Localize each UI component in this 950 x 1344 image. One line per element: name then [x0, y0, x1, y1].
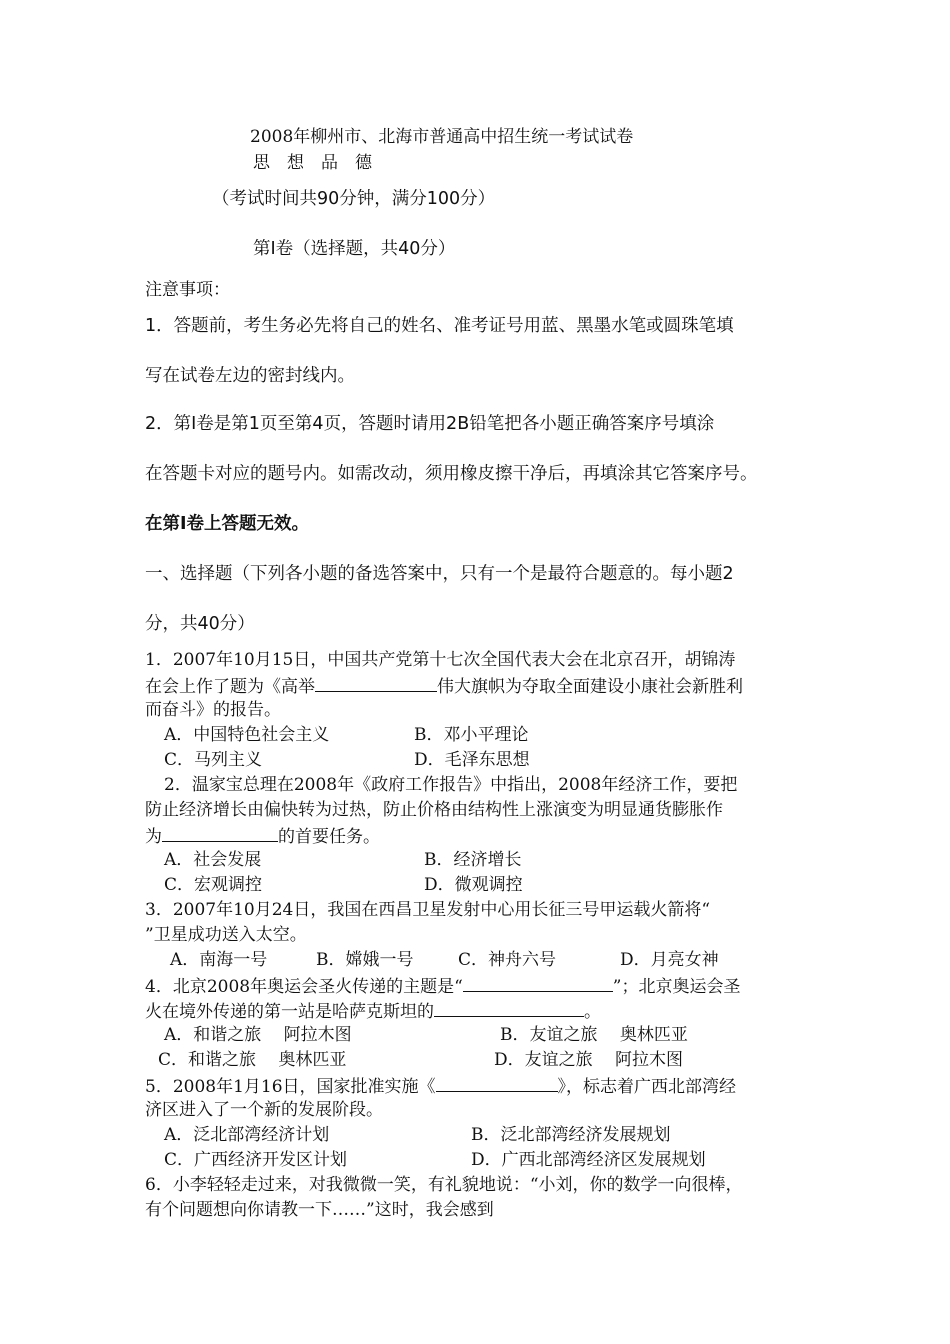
q5-option-c: C．广西经济开发区计划	[164, 1150, 348, 1170]
q5-answer-blank	[436, 1074, 558, 1092]
q5-stem-text-b: 》，标志着广西北部湾经	[557, 1077, 737, 1097]
q2-option-d: D．微观调控	[424, 875, 523, 895]
q4-option-a: A．和谐之旅 阿拉木图	[164, 1025, 352, 1045]
exam-title: 2008年柳州市、北海市普通高中招生统一考试试卷	[250, 127, 634, 147]
q5-stem-line-2: 济区进入了一个新的发展阶段。	[145, 1100, 383, 1120]
q1-option-b: B．邓小平理论	[414, 725, 529, 745]
q3-option-b: B．嫦娥一号	[316, 950, 414, 970]
q4-stem-text-d: 。	[584, 1002, 601, 1022]
q2-stem-line-1: 2．温家宝总理在2008年《政府工作报告》中指出，2008年经济工作，要把	[164, 775, 738, 795]
q1-stem-text-a: 在会上作了题为《高举	[145, 677, 315, 697]
q4-stem-line-2	[145, 999, 601, 1023]
q4-answer-blank-1	[463, 974, 613, 992]
q4-option-d: D．友谊之旅 阿拉木图	[494, 1050, 684, 1070]
q2-stem-text-b: 的首要任务。	[278, 827, 380, 847]
notice-item-2-line-2: 在答题卡对应的题号内。如需改动，须用橡皮擦干净后，再填涂其它答案序号。	[145, 464, 758, 484]
q3-option-d: D．月亮女神	[620, 950, 719, 970]
notice-heading: 注意事项：	[145, 280, 230, 300]
q4-stem-text-a: 4．北京2008年奥运会圣火传递的主题是“	[145, 977, 463, 997]
section-1-heading: 一、选择题（下列各小题的备选答案中，只有一个是最符合题意的。每小题2	[145, 564, 734, 584]
q5-stem-line-1	[145, 1074, 736, 1098]
q2-stem-line-2: 防止经济增长由偏快转为过热，防止价格由结构性上涨演变为明显通货膨胀作	[145, 800, 723, 820]
q4-option-b: B．友谊之旅 奥林匹亚	[500, 1025, 688, 1045]
q5-stem-text-a: 5．2008年1月16日，国家批准实施《	[145, 1077, 436, 1097]
q2-option-b: B．经济增长	[424, 850, 522, 870]
notice-item-2-line-1: 2．第Ⅰ卷是第1页至第4页，答题时请用2B铅笔把各小题正确答案序号填涂	[145, 414, 715, 434]
q1-stem-line-3: 而奋斗》的报告。	[145, 700, 281, 720]
q3-stem-line-1: 3．2007年10月24日，我国在西昌卫星发射中心用长征三号甲运载火箭将“	[145, 900, 711, 920]
q4-stem-text-c: 火在境外传递的第一站是哈萨克斯坦的	[145, 1002, 434, 1022]
q6-stem-line-2: 有个问题想向你请教一下……”这时，我会感到	[145, 1200, 494, 1220]
notice-item-1-line-1: 1．答题前，考生务必先将自己的姓名、准考证号用蓝、黑墨水笔或圆珠笔填	[145, 316, 734, 336]
q2-answer-blank	[162, 824, 278, 842]
q4-option-c: C．和谐之旅 奥林匹亚	[158, 1050, 347, 1070]
q3-option-a: A．南海一号	[170, 950, 268, 970]
q4-stem-line-1	[145, 974, 740, 998]
q1-option-a: A．中国特色社会主义	[164, 725, 330, 745]
q1-stem-line-2	[145, 674, 743, 698]
notice-item-1-line-2: 写在试卷左边的密封线内。	[145, 366, 355, 386]
q3-option-c: C．神舟六号	[458, 950, 557, 970]
q1-option-c: C．马列主义	[164, 750, 263, 770]
section-1-heading-cont: 分，共40分）	[145, 614, 255, 634]
q1-stem-text-b: 伟大旗帜为夺取全面建设小康社会新胜利	[437, 677, 743, 697]
q5-option-d: D．广西北部湾经济区发展规划	[471, 1150, 706, 1170]
subject-name: 思 想 品 德	[253, 153, 372, 173]
notice-item-2-line-3: 在第Ⅰ卷上答题无效。	[145, 514, 310, 534]
q5-option-a: A．泛北部湾经济计划	[164, 1125, 330, 1145]
q1-answer-blank	[315, 674, 437, 692]
q2-option-a: A．社会发展	[164, 850, 262, 870]
q4-stem-text-b: ”；北京奥运会圣	[612, 977, 741, 997]
q3-stem-line-2: ”卫星成功送入太空。	[145, 925, 307, 945]
q2-option-c: C．宏观调控	[164, 875, 263, 895]
q2-stem-line-3	[145, 824, 380, 848]
q1-stem-line-1: 1．2007年10月15日，中国共产党第十七次全国代表大会在北京召开，胡锦涛	[145, 650, 736, 670]
q6-stem-line-1: 6．小李轻轻走过来，对我微微一笑，有礼貌地说：“小刘，你的数学一向很棒，	[145, 1175, 743, 1195]
q1-option-d: D．毛泽东思想	[414, 750, 530, 770]
section-title: 第Ⅰ卷（选择题，共40分）	[253, 239, 456, 259]
time-note: （考试时间共90分钟，满分100分）	[212, 189, 496, 209]
q2-stem-text-a: 为	[145, 827, 162, 847]
q5-option-b: B．泛北部湾经济发展规划	[471, 1125, 671, 1145]
q4-answer-blank-2	[434, 999, 584, 1017]
